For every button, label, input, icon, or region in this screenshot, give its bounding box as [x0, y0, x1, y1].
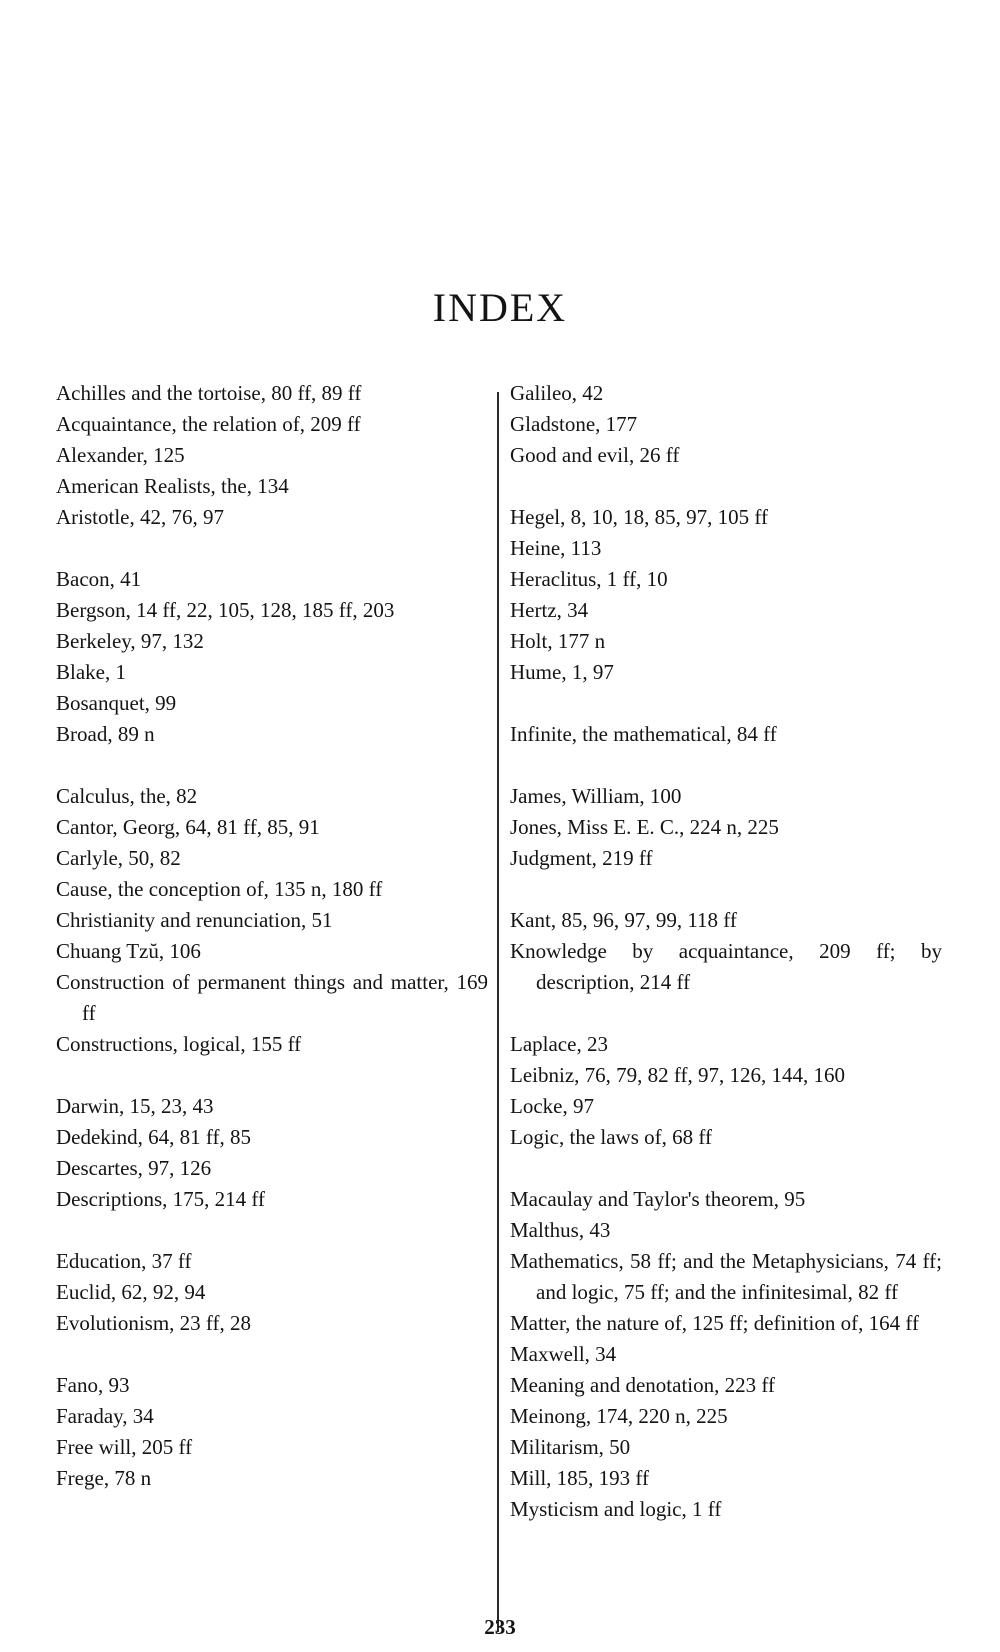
index-entry: Laplace, 23 [510, 1032, 608, 1056]
index-entry: Mill, 185, 193 ff [510, 1466, 650, 1490]
letter-group-gap [510, 998, 942, 1029]
index-entry: Hertz, 34 [510, 598, 589, 622]
index-entry: Logic, the laws of, 68 ff [510, 1125, 712, 1149]
index-entry: Cause, the conception of, 135 n, 180 ff [56, 877, 383, 901]
index-entry: Hegel, 8, 10, 18, 85, 97, 105 ff [510, 505, 768, 529]
letter-group-gap [510, 750, 942, 781]
index-entry: Christianity and renunciation, 51 [56, 908, 333, 932]
index-entry: Knowledge by acquaintance, 209 ff; by description, 214 ff [510, 939, 942, 994]
index-entry: Mathematics, 58 ff; and the Metaphysicians, 74 ff; and logic, 75 ff; and the infinitesimal, 82 ff [510, 1249, 942, 1304]
index-entry: Galileo, 42 [510, 381, 604, 405]
index-entry: Cantor, Georg, 64, 81 ff, 85, 91 [56, 815, 320, 839]
index-right-column [510, 378, 942, 1525]
index-entry: Locke, 97 [510, 1094, 594, 1118]
index-entry: Broad, 89 n [56, 722, 155, 746]
index-entry: Alexander, 125 [56, 443, 185, 467]
index-entry: Free will, 205 ff [56, 1435, 193, 1459]
index-entry: Judgment, 219 ff [510, 846, 653, 870]
index-entry: Bacon, 41 [56, 567, 142, 591]
page-title: INDEX [432, 285, 568, 330]
index-entry: Meaning and denotation, 223 ff [510, 1373, 775, 1397]
letter-group-gap [56, 1339, 488, 1370]
index-entry: Maxwell, 34 [510, 1342, 617, 1366]
index-entry: Education, 37 ff [56, 1249, 192, 1273]
letter-group-gap [56, 750, 488, 781]
index-entry: Chuang Tzŭ, 106 [56, 939, 201, 963]
index-entry: Jones, Miss E. E. C., 224 n, 225 [510, 815, 779, 839]
index-entry: Constructions, logical, 155 ff [56, 1032, 302, 1056]
page-number: 233 [484, 1615, 516, 1639]
index-entry: Leibniz, 76, 79, 82 ff, 97, 126, 144, 160 [510, 1063, 845, 1087]
index-entry: Hume, 1, 97 [510, 660, 614, 684]
index-entry: Meinong, 174, 220 n, 225 [510, 1404, 728, 1428]
column-divider [497, 392, 499, 1632]
index-left-column [56, 378, 488, 1494]
letter-group-gap [56, 1215, 488, 1246]
index-entry: Construction of permanent things and matter, 169 ff [56, 970, 488, 1025]
index-entry: Descartes, 97, 126 [56, 1156, 212, 1180]
index-entry: Gladstone, 177 [510, 412, 638, 436]
index-entry: James, William, 100 [510, 784, 682, 808]
index-entry: Heraclitus, 1 ff, 10 [510, 567, 668, 591]
letter-group-gap [510, 1153, 942, 1184]
index-entry: Faraday, 34 [56, 1404, 154, 1428]
index-entry: American Realists, the, 134 [56, 474, 289, 498]
index-entry: Frege, 78 n [56, 1466, 152, 1490]
index-entry: Infinite, the mathematical, 84 ff [510, 722, 777, 746]
index-entry: Darwin, 15, 23, 43 [56, 1094, 214, 1118]
index-entry: Acquaintance, the relation of, 209 ff [56, 412, 361, 436]
letter-group-gap [510, 471, 942, 502]
index-entry: Calculus, the, 82 [56, 784, 198, 808]
index-entry: Dedekind, 64, 81 ff, 85 [56, 1125, 251, 1149]
index-entry: Heine, 113 [510, 536, 602, 560]
index-entry: Macaulay and Taylor's theorem, 95 [510, 1187, 806, 1211]
index-entry: Malthus, 43 [510, 1218, 611, 1242]
index-entry: Holt, 177 n [510, 629, 606, 653]
index-entry: Euclid, 62, 92, 94 [56, 1280, 206, 1304]
index-entry: Fano, 93 [56, 1373, 130, 1397]
letter-group-gap [510, 874, 942, 905]
index-entry: Matter, the nature of, 125 ff; definition of, 164 ff [510, 1311, 919, 1335]
index-entry: Berkeley, 97, 132 [56, 629, 204, 653]
index-entry: Blake, 1 [56, 660, 126, 684]
index-entry: Aristotle, 42, 76, 97 [56, 505, 224, 529]
letter-group-gap [56, 1060, 488, 1091]
index-entry: Bergson, 14 ff, 22, 105, 128, 185 ff, 203 [56, 598, 395, 622]
index-entry: Carlyle, 50, 82 [56, 846, 181, 870]
index-entry: Descriptions, 175, 214 ff [56, 1187, 266, 1211]
letter-group-gap [56, 533, 488, 564]
index-entry: Evolutionism, 23 ff, 28 [56, 1311, 252, 1335]
index-entry: Achilles and the tortoise, 80 ff, 89 ff [56, 381, 362, 405]
index-entry: Kant, 85, 96, 97, 99, 118 ff [510, 908, 737, 932]
index-entry: Militarism, 50 [510, 1435, 631, 1459]
index-entry: Mysticism and logic, 1 ff [510, 1497, 722, 1521]
index-entry: Bosanquet, 99 [56, 691, 177, 715]
index-entry: Good and evil, 26 ff [510, 443, 680, 467]
letter-group-gap [510, 688, 942, 719]
